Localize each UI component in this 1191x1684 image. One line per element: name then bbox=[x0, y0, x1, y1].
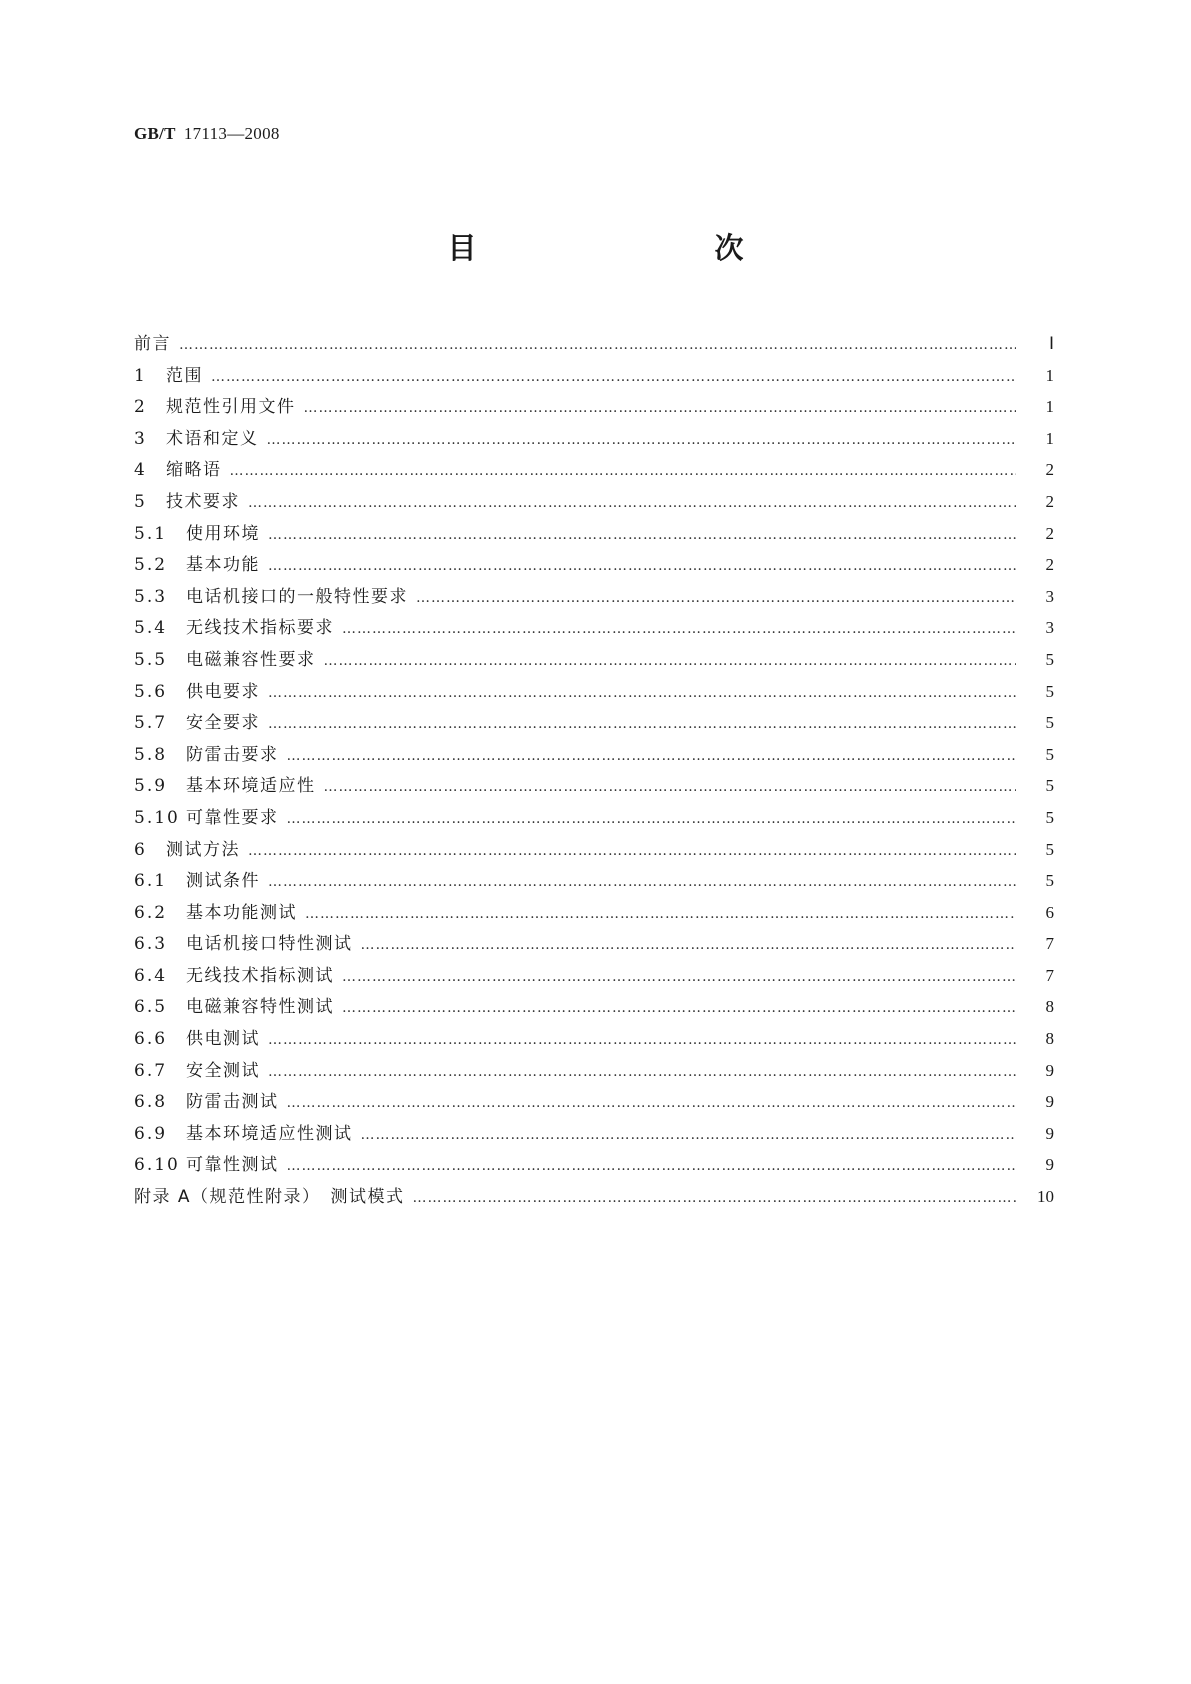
toc-leader bbox=[268, 520, 1016, 552]
toc-entry-page: 2 bbox=[1045, 523, 1054, 543]
toc-entry-page: 5 bbox=[1045, 776, 1054, 796]
toc-entry[interactable] bbox=[134, 391, 1054, 423]
toc-entry-title: 附录 A（规范性附录） 测试模式 bbox=[134, 1187, 405, 1208]
toc-entry-title: 术语和定义 bbox=[166, 428, 259, 449]
toc-entry-title: 供电测试 bbox=[186, 1029, 260, 1050]
toc-entry-page: 5 bbox=[1045, 839, 1054, 859]
toc-entry[interactable] bbox=[134, 1023, 1054, 1055]
toc-leader bbox=[324, 646, 1017, 678]
toc-entry-title: 测试方法 bbox=[166, 839, 240, 860]
toc-leader bbox=[287, 1088, 1017, 1120]
toc-leader bbox=[268, 678, 1016, 710]
toc-leader bbox=[268, 551, 1016, 583]
toc-entry-title: 防雷击测试 bbox=[186, 1092, 279, 1113]
toc-title: 目 次 bbox=[447, 231, 804, 265]
toc-entry-title: 基本环境适应性 bbox=[186, 776, 316, 797]
toc-entry-title: 范围 bbox=[166, 365, 203, 386]
toc-entry-title: 电话机接口的一般特性要求 bbox=[186, 586, 408, 607]
toc-entry-page: 5 bbox=[1045, 807, 1054, 827]
toc-entry-number: 6.3 bbox=[134, 934, 168, 955]
toc-entry-title: 前言 bbox=[134, 334, 171, 354]
toc-leader bbox=[248, 488, 1016, 520]
toc-entry-number: 5.5 bbox=[134, 649, 168, 670]
toc-entry-page: 9 bbox=[1045, 1060, 1054, 1080]
toc-list bbox=[134, 328, 1054, 1213]
toc-entry[interactable] bbox=[134, 770, 1054, 802]
toc-leader bbox=[287, 1151, 1017, 1183]
toc-leader bbox=[267, 425, 1017, 457]
toc-entry[interactable] bbox=[134, 518, 1054, 550]
toc-leader bbox=[268, 867, 1016, 899]
toc-entry-page: 8 bbox=[1045, 1029, 1054, 1049]
toc-entry[interactable] bbox=[134, 328, 1054, 360]
toc-entry-title: 安全要求 bbox=[186, 713, 260, 734]
toc-entry-number: 5.2 bbox=[134, 555, 168, 576]
toc-entry[interactable] bbox=[134, 802, 1054, 834]
toc-entry-number: 1 bbox=[134, 365, 147, 386]
toc-entry-page: Ⅰ bbox=[1048, 334, 1054, 353]
toc-entry-number: 6.1 bbox=[134, 871, 168, 892]
toc-entry-page: 5 bbox=[1045, 681, 1054, 701]
toc-entry-title: 电话机接口特性测试 bbox=[186, 934, 353, 955]
toc-entry-number: 6.4 bbox=[134, 965, 168, 986]
toc-entry-page: 5 bbox=[1045, 871, 1054, 891]
toc-leader bbox=[305, 899, 1016, 931]
toc-entry-number: 5.7 bbox=[134, 713, 168, 734]
toc-entry-number: 2 bbox=[134, 397, 147, 418]
toc-leader bbox=[211, 362, 1016, 394]
toc-leader bbox=[342, 614, 1016, 646]
toc-entry-title: 基本环境适应性测试 bbox=[186, 1123, 353, 1144]
toc-entry-page: 1 bbox=[1045, 428, 1054, 448]
toc-entry-title: 测试条件 bbox=[186, 871, 260, 892]
toc-entry-title: 基本功能测试 bbox=[186, 902, 297, 923]
toc-entry-page: 5 bbox=[1045, 713, 1054, 733]
toc-leader bbox=[287, 741, 1017, 773]
toc-entry-page: 2 bbox=[1045, 491, 1054, 511]
toc-entry-number: 6.10 bbox=[134, 1155, 180, 1176]
toc-entry-number: 6 bbox=[134, 839, 147, 860]
toc-entry-title: 电磁兼容性要求 bbox=[186, 649, 316, 670]
toc-entry[interactable] bbox=[134, 1149, 1054, 1181]
standard-code bbox=[134, 124, 280, 144]
toc-leader bbox=[268, 1057, 1016, 1089]
toc-entry-page: 9 bbox=[1045, 1123, 1054, 1143]
toc-entry-title: 基本功能 bbox=[186, 555, 260, 576]
toc-entry-title: 无线技术指标要求 bbox=[186, 618, 334, 639]
toc-entry-number: 5.10 bbox=[134, 807, 180, 828]
toc-entry[interactable] bbox=[134, 454, 1054, 486]
toc-leader bbox=[413, 1183, 1016, 1215]
toc-entry[interactable] bbox=[134, 612, 1054, 644]
toc-entry-title: 可靠性测试 bbox=[186, 1155, 279, 1176]
toc-leader bbox=[179, 330, 1016, 362]
toc-entry-number: 5 bbox=[134, 491, 147, 512]
toc-entry-number: 6.7 bbox=[134, 1060, 168, 1081]
toc-entry-number: 5.8 bbox=[134, 744, 168, 765]
toc-entry-page: 2 bbox=[1045, 460, 1054, 480]
toc-entry[interactable] bbox=[134, 486, 1054, 518]
toc-entry-title: 缩略语 bbox=[166, 460, 222, 481]
toc-entry-page: 5 bbox=[1045, 744, 1054, 764]
toc-entry[interactable] bbox=[134, 991, 1054, 1023]
toc-entry-page: 5 bbox=[1045, 649, 1054, 669]
toc-entry-number: 6.2 bbox=[134, 902, 168, 923]
toc-leader bbox=[361, 930, 1017, 962]
toc-entry-title: 电磁兼容特性测试 bbox=[186, 997, 334, 1018]
toc-entry[interactable] bbox=[134, 960, 1054, 992]
toc-entry-number: 6.9 bbox=[134, 1123, 168, 1144]
toc-entry-number: 5.3 bbox=[134, 586, 168, 607]
toc-leader bbox=[287, 804, 1017, 836]
toc-leader bbox=[304, 393, 1017, 425]
toc-entry-number: 4 bbox=[134, 460, 147, 481]
toc-entry[interactable] bbox=[134, 1181, 1054, 1213]
toc-entry-page: 7 bbox=[1045, 965, 1054, 985]
toc-entry-number: 5.1 bbox=[134, 523, 168, 544]
standard-prefix: GB/T bbox=[134, 124, 176, 143]
toc-entry[interactable] bbox=[134, 739, 1054, 771]
toc-entry-number: 3 bbox=[134, 428, 147, 449]
toc-entry[interactable] bbox=[134, 676, 1054, 708]
toc-entry-page: 10 bbox=[1037, 1187, 1054, 1207]
toc-leader bbox=[361, 1120, 1017, 1152]
toc-entry-title: 供电要求 bbox=[186, 681, 260, 702]
toc-leader bbox=[268, 1025, 1016, 1057]
standard-number: 17113—2008 bbox=[183, 124, 280, 143]
toc-entry-page: 9 bbox=[1045, 1155, 1054, 1175]
toc-entry-title: 规范性引用文件 bbox=[166, 397, 296, 418]
toc-entry-number: 5.4 bbox=[134, 618, 168, 639]
toc-entry[interactable] bbox=[134, 1118, 1054, 1150]
toc-leader bbox=[416, 583, 1016, 615]
toc-entry-number: 6.5 bbox=[134, 997, 168, 1018]
toc-leader bbox=[230, 456, 1017, 488]
toc-leader bbox=[268, 709, 1016, 741]
toc-leader bbox=[342, 962, 1016, 994]
toc-entry-page: 7 bbox=[1045, 934, 1054, 954]
toc-entry[interactable] bbox=[134, 581, 1054, 613]
toc-entry-page: 3 bbox=[1045, 586, 1054, 606]
toc-entry-title: 安全测试 bbox=[186, 1060, 260, 1081]
toc-entry-title: 防雷击要求 bbox=[186, 744, 279, 765]
toc-entry-page: 8 bbox=[1045, 997, 1054, 1017]
toc-entry-page: 2 bbox=[1045, 555, 1054, 575]
toc-entry[interactable] bbox=[134, 834, 1054, 866]
toc-entry-page: 1 bbox=[1045, 397, 1054, 417]
toc-entry-title: 无线技术指标测试 bbox=[186, 965, 334, 986]
toc-entry-title: 使用环境 bbox=[186, 523, 260, 544]
toc-entry[interactable] bbox=[134, 1055, 1054, 1087]
toc-entry-number: 6.6 bbox=[134, 1029, 168, 1050]
toc-entry-page: 6 bbox=[1045, 902, 1054, 922]
toc-leader bbox=[324, 772, 1017, 804]
toc-entry[interactable] bbox=[134, 360, 1054, 392]
toc-entry-page: 1 bbox=[1045, 365, 1054, 385]
toc-entry[interactable] bbox=[134, 897, 1054, 929]
toc-entry[interactable] bbox=[134, 644, 1054, 676]
toc-entry-page: 3 bbox=[1045, 618, 1054, 638]
toc-leader bbox=[342, 993, 1016, 1025]
toc-leader bbox=[248, 836, 1016, 868]
toc-entry[interactable] bbox=[134, 928, 1054, 960]
toc-entry[interactable] bbox=[134, 1086, 1054, 1118]
toc-entry[interactable] bbox=[134, 707, 1054, 739]
toc-entry-title: 可靠性要求 bbox=[186, 807, 279, 828]
toc-entry-title: 技术要求 bbox=[166, 491, 240, 512]
toc-entry-number: 6.8 bbox=[134, 1092, 168, 1113]
toc-entry[interactable] bbox=[134, 865, 1054, 897]
toc-entry[interactable] bbox=[134, 423, 1054, 455]
toc-entry-page: 9 bbox=[1045, 1092, 1054, 1112]
toc-entry-number: 5.6 bbox=[134, 681, 168, 702]
toc-entry-number: 5.9 bbox=[134, 776, 168, 797]
toc-entry[interactable] bbox=[134, 549, 1054, 581]
